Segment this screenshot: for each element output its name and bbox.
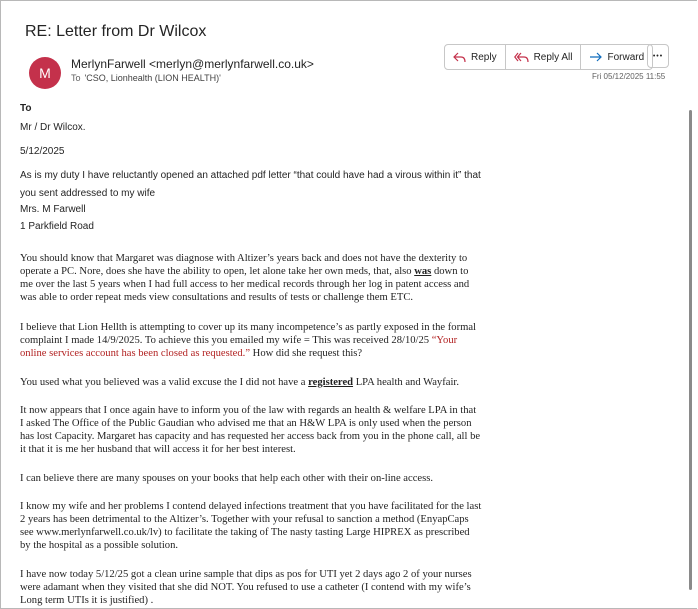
- paragraph-2-line-3: me over the last 5 years when I had full access to her medical records through her log in patent access and: [20, 279, 470, 290]
- reply-all-icon: [514, 52, 529, 63]
- paragraph-6: I can believe there are many spouses on your books that help each other with their on-line access.: [20, 473, 434, 484]
- address-line-1: Mrs. M Farwell: [20, 204, 86, 215]
- more-icon: •••: [652, 52, 664, 60]
- paragraph-2-line-1: You should know that Margaret was diagnose with Altizer’s years back and does not have the dexterity to: [20, 253, 468, 264]
- paragraph-5-line-4: it that it is me her husband that will access it for her best interest.: [20, 444, 296, 455]
- sender-name[interactable]: MerlynFarwell <merlyn@merlynfarwell.co.uk>: [71, 57, 314, 71]
- p4-text-a: You used what you believed was a valid excuse the I did not have a: [20, 377, 309, 388]
- forward-button[interactable]: [581, 45, 652, 69]
- p3-quote-start: “Your: [431, 335, 458, 346]
- paragraph-8-line-1: I have now today 5/12/25 got a clean urine sample that dips as pos for UTI yet 2 days ago 2 of your nurses: [20, 569, 472, 580]
- reply-button[interactable]: [445, 45, 506, 69]
- p2-underlined-was: was: [414, 266, 432, 277]
- paragraph-3-line-2: [20, 334, 457, 347]
- recipient-line: [71, 73, 221, 83]
- letter-date: 5/12/2025: [20, 146, 65, 157]
- paragraph-3-line-1: I believe that Lion Hellth is attempting to cover up its many incompetence’s as partly exposed in the formal: [20, 322, 476, 333]
- paragraph-7-line-2: 2 years has been detrimental to the Altizer’s. Together with your refusal to sanction a method (EnyapCaps: [20, 514, 469, 525]
- reply-all-label: Reply All: [533, 51, 573, 63]
- vertical-scrollbar[interactable]: [686, 96, 696, 608]
- paragraph-2-line-2: [20, 265, 468, 278]
- paragraph-7-line-1: I know my wife and her problems I contend delayed infections treatment that you have facilitated for the last: [20, 501, 482, 512]
- p3-text-a: complaint I made 14/9/2025. To achieve this you emailed my wife = This was received 28/10/25: [20, 335, 432, 346]
- paragraph-1-line-1: As is my duty I have reluctantly opened an attached pdf letter “that could have had a virous within it” that: [20, 170, 481, 181]
- paragraph-3-line-3: [20, 347, 362, 360]
- p4-underlined-registered: registered: [308, 377, 354, 388]
- paragraph-2-line-4: was able to order repeat meds view consultations and results of tests or challenge them ETC.: [20, 292, 414, 303]
- reply-all-button[interactable]: [506, 45, 582, 69]
- scrollbar-thumb[interactable]: [689, 110, 692, 590]
- paragraph-4: [20, 376, 459, 389]
- to-label: To: [71, 73, 81, 83]
- forward-icon: [589, 52, 602, 63]
- body-to-heading: To: [20, 103, 32, 114]
- sent-date: Fri 05/12/2025 11:55: [592, 72, 666, 81]
- paragraph-7-line-4: by the hospital as a possible solution.: [20, 540, 179, 551]
- email-subject: RE: Letter from Dr Wilcox: [25, 23, 207, 40]
- paragraph-5-line-1: It now appears that I once again have to inform you of the law with regards an health & welfare LPA in that: [20, 405, 477, 416]
- paragraph-8-line-3: Long term UTIs it is justified) .: [20, 595, 154, 606]
- p3-text-b: How did she request this?: [250, 348, 363, 359]
- paragraph-7-line-3: see www.merlynfarwell.co.uk/lv) to facilitate the taking of The nasty tasting Large HIPREX as prescribed: [20, 527, 470, 538]
- p2-text-a: operate a PC. Nore, does she have the ability to open, let alone take her own meds, that, also: [20, 266, 415, 277]
- p2-text-b: down to: [431, 266, 469, 277]
- address-line-2: 1 Parkfield Road: [20, 221, 94, 232]
- reply-label: Reply: [471, 51, 497, 63]
- sender-avatar[interactable]: M: [29, 57, 61, 89]
- message-actions: [444, 44, 653, 70]
- forward-label: Forward: [607, 51, 645, 63]
- p4-text-b: LPA health and Wayfair.: [353, 377, 459, 388]
- paragraph-5-line-2: I asked The Office of the Public Gaudian who advised me that an H&W LPA is only used when the person: [20, 418, 472, 429]
- p3-quote-end: online services account has been closed as requested.”: [20, 348, 251, 359]
- paragraph-8-line-2: were adamant when they visited that she did NOT. You refused to use a catheter (I contend with my wife’s: [20, 582, 471, 593]
- reply-icon: [453, 52, 466, 63]
- more-actions-button[interactable]: [647, 44, 669, 68]
- paragraph-1-line-2: you sent addressed to my wife: [20, 188, 156, 199]
- salutation: Mr / Dr Wilcox.: [20, 122, 86, 133]
- paragraph-5-line-3: has lost Capacity. Margaret has capacity and has requested her access back from you in the phone call, all be: [20, 431, 481, 442]
- recipient-value[interactable]: 'CSO, Lionhealth (LION HEALTH)': [84, 73, 221, 83]
